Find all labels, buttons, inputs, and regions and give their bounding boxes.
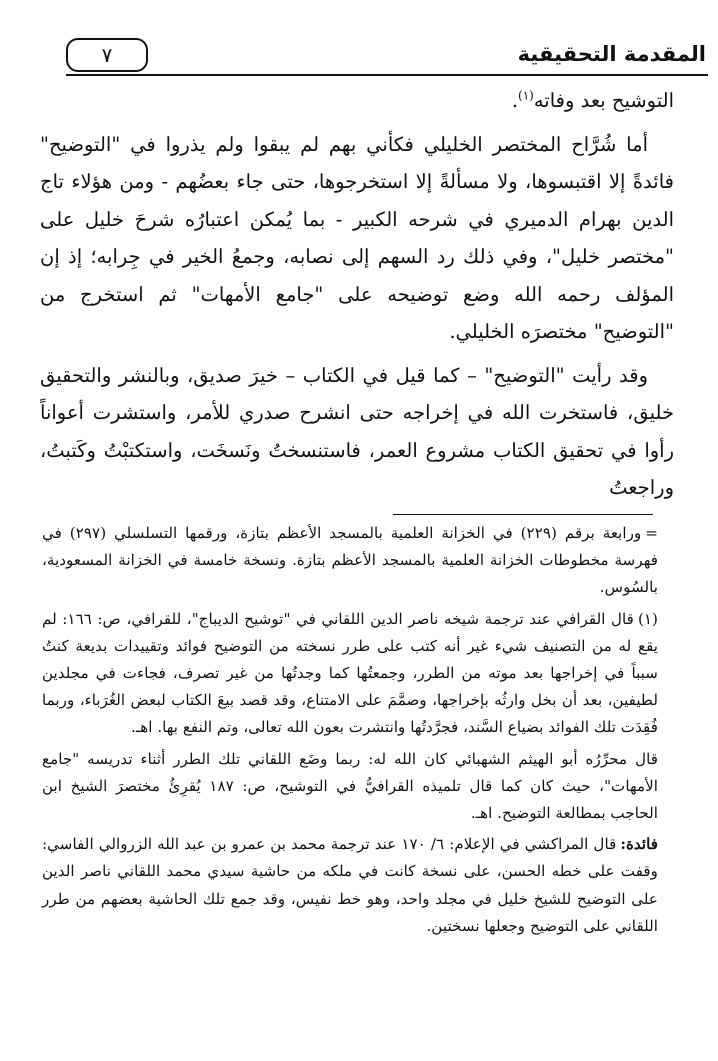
paragraph-3: وقد رأيت "التوضيح" – كما قيل في الكتاب – خيرَ صديق، وبالنشر والتحقيق خليق، فاستخرت الله في إخراجه حتى انشرح صدري للأمر، واستشرت أعواناً رأوا في تحقيق الكتاب مشروع العمر، فاستنسختُ ونَسخَت، واستكتبْتُ وكَتبتُ، وراجعتُ xyxy=(40,363,674,499)
paragraph-1 xyxy=(40,82,674,120)
page-number: ٧ xyxy=(66,38,148,72)
footnote-1 xyxy=(42,606,658,742)
footnote-separator xyxy=(393,514,653,515)
continuation-marker: = xyxy=(645,524,659,542)
paragraph-2: أما شُرَّاح المختصر الخليلي فكأني بهم لم يبقوا ولم يذروا في "التوضيح" فائدةً إلا اقتبسوها، ولا مسألةً إلا استخرجوها، حتى جاء بعضُهم - ومن هؤلاء تاج الدين بهرام الدميري في شرحه الكبير - بما يُمكن اعتبارُه شرحَ خليل على "مختصر خليل"، وفي ذلك رد السهم إلى نصابه، وجمعُ الخير في جِرابه؛ إذ إن المؤلف رحمه الله وضع توضيحه على "جامع الأمهات" ثم استخرج من "التوضيح" مختصرَه الخليلي. xyxy=(40,132,674,343)
page-header xyxy=(66,36,706,76)
benefit-text: قال المراكشي في الإعلام: ٦/ ١٧٠ عند ترجمة محمد بن عمرو بن عبد الله الزروالي الفاسي: وقفت على خطه الحسن، على نسخة كانت في ملكه من حاشية سيدي محمد اللقاني ناصر الدين على التوضيح للشيخ خليل في مجلد واحد، وهو خط نفيس، وقد جمع تلك الحاشية بعضهم من طرر اللقاني على التوضيح وجعلها نسختين. xyxy=(42,835,658,935)
continuation-text: ورابعة برقم (٢٢٩) في الخزانة العلمية بالمسجد الأعظم بتازة، ورقمها التسلسلي (٢٩٧) في فهرسة مخطوطات الخزانة العلمية بالمسجد الأعظم بتازة. ونسخة خامسة في الخزانة المسعودية، بالسُوس. xyxy=(42,524,658,597)
footnotes xyxy=(42,520,658,940)
benefit-label: فائدة: xyxy=(620,835,658,854)
running-title: المقدمة التحقيقية xyxy=(517,42,706,66)
footnote-note: قال محرِّرُه أبو الهيثم الشهبائي كان الله له: ربما وضَع اللقاني تلك الطرر أثناء تدريسه "جامع الأمهات"، حيث كان كما قال تلميذه القرافيُّ في التوشيح، ص: ١٨٧ يُقرِئُ مختصرَ الشيخ ابن الحاجب بمطالعة التوضيح. اهـ. xyxy=(42,749,658,823)
footnote-continuation xyxy=(42,520,658,602)
main-text xyxy=(40,82,674,507)
header-rule xyxy=(66,74,708,76)
footnote-1-text: قال القرافي عند ترجمة شيخه ناصر الدين اللقاني في "توشيح الديباج"، للقرافي، ص: ١٦٦: لم يقع له من التصنيف شيء غير أنه كتب على طرر نسخته من التوضيح فوائد وتقييدات بديعة كنتُ سبباً في إخراجها بعد موته من الطرر، وجمعتُها كما وجدتُها من غير تصرف، فجاءت في مجلدين لطيفين، بعد أن بخل وارثُه بإخراجها، وصمَّمَ على الامتناع، وقد قصد بيعَ الكتاب لبعض الغُرَباء، وربما فُقِدَت تلك الفوائد بضياع السَّند، فجرَّدتُها وانتشرت بعون الله تعالى، وتم النفع بها. اهـ. xyxy=(42,609,658,737)
paragraph-1-end: . xyxy=(511,89,519,112)
footnote-benefit xyxy=(42,831,658,940)
footnote-ref-1[interactable]: (١) xyxy=(518,88,534,103)
footnote-1-number: (١) xyxy=(637,609,658,628)
paragraph-1-text: التوشيح بعد وفاته xyxy=(533,89,674,112)
